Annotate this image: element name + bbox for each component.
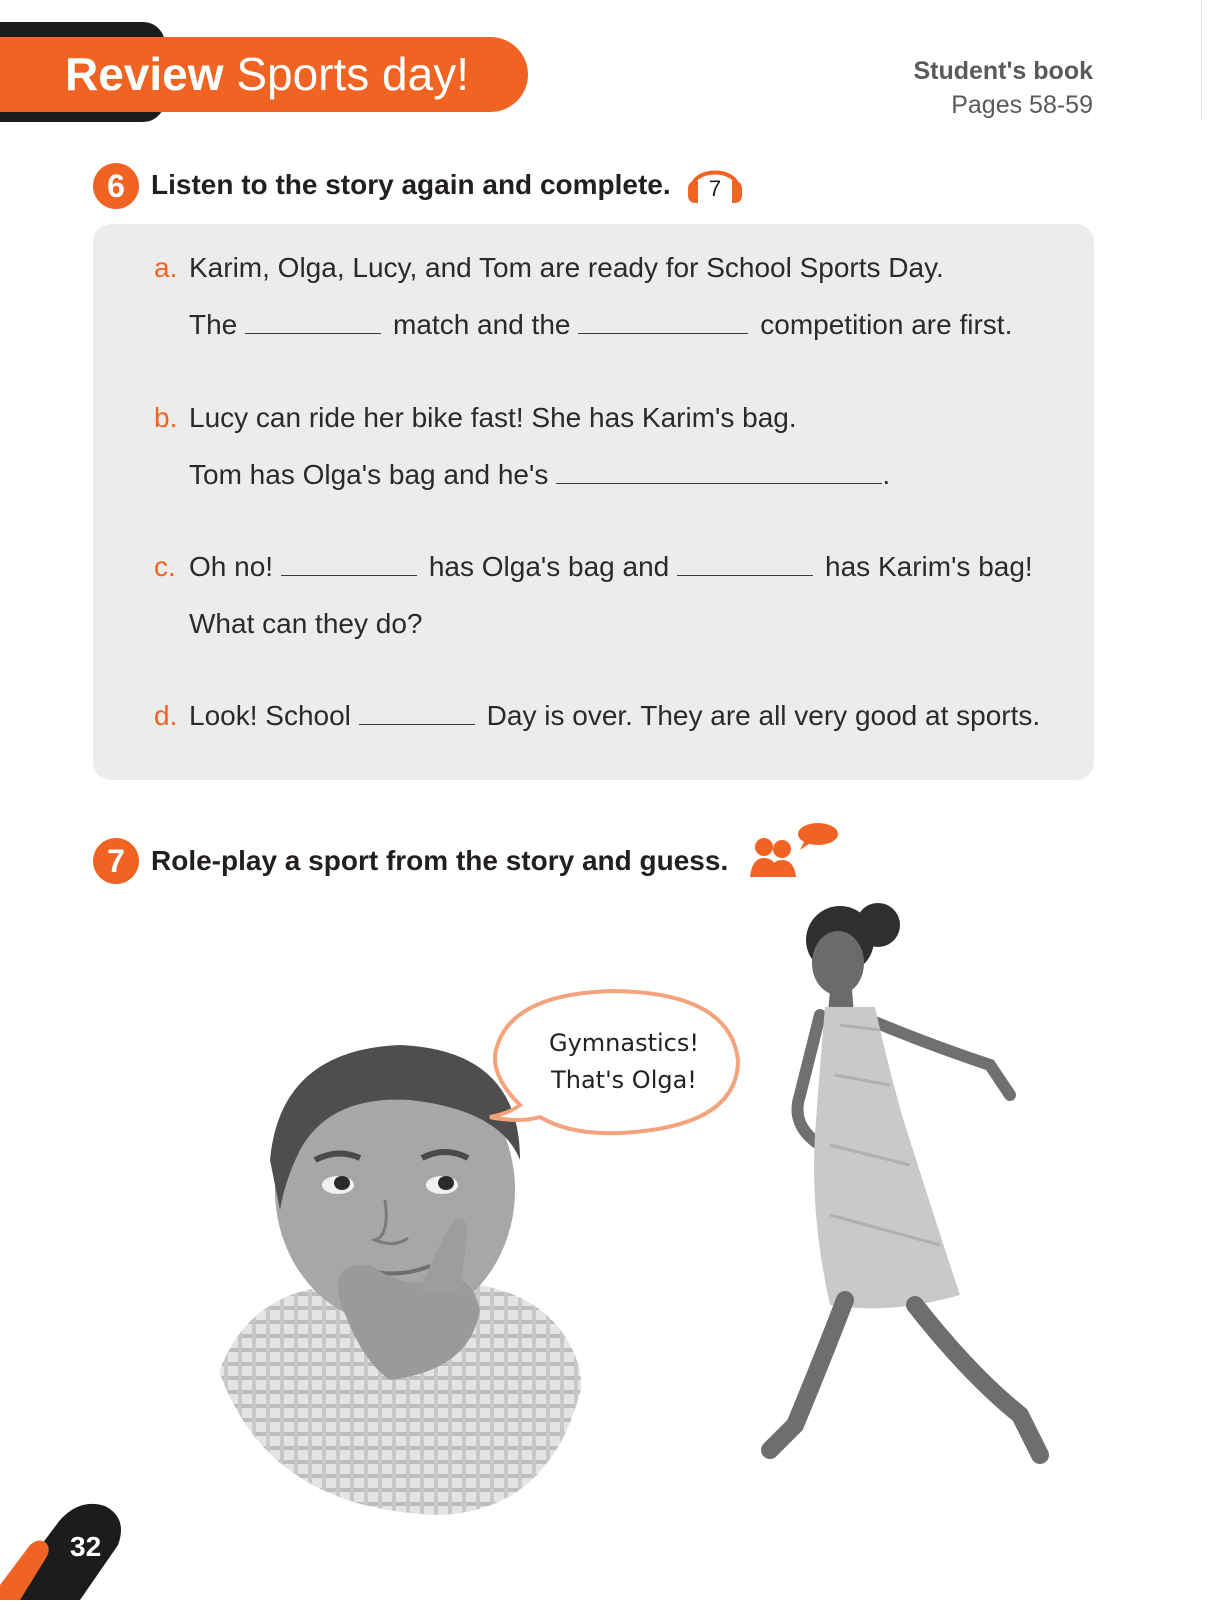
answer-blank-c2[interactable] xyxy=(677,553,813,576)
item-c-text-3: has Karim's bag! xyxy=(825,551,1033,582)
item-b-line1: Lucy can ride her bike fast! She has Karim's bag. xyxy=(189,402,797,433)
exercise-6-title: Listen to the story again and complete. xyxy=(151,169,671,200)
item-a-line1: Karim, Olga, Lucy, and Tom are ready for School Sports Day. xyxy=(189,252,944,283)
item-b-text-2: . xyxy=(882,459,891,490)
walking-girl-photo xyxy=(740,895,1080,1495)
exercise-7-title: Role-play a sport from the story and guess. xyxy=(151,845,729,876)
item-c-line1 xyxy=(189,550,1033,584)
answer-blank-c1[interactable] xyxy=(281,553,417,576)
exercise-6-number: 6 xyxy=(93,163,139,209)
answer-blank-b1[interactable] xyxy=(556,461,882,484)
students-book-pages: Pages 58-59 xyxy=(951,91,1093,119)
answer-blank-a2[interactable] xyxy=(578,311,748,334)
item-d-text-1: Look! School xyxy=(189,700,351,731)
item-c-letter: c. xyxy=(154,551,176,582)
speech-line-2: That's Olga! xyxy=(551,1066,697,1094)
page-number: 32 xyxy=(70,1531,102,1562)
unit-title: Sports day! xyxy=(236,48,469,100)
exercise-7-number: 7 xyxy=(93,838,139,884)
item-a-text-1: The xyxy=(189,309,238,340)
item-b-line2 xyxy=(189,458,890,492)
answer-blank-d1[interactable] xyxy=(359,702,475,725)
item-c-text-2: has Olga's bag and xyxy=(428,551,670,582)
students-book-label: Student's book xyxy=(913,57,1093,85)
item-d-letter: d. xyxy=(154,700,178,731)
answer-blank-a1[interactable] xyxy=(245,311,381,334)
item-d-line1 xyxy=(189,699,1040,733)
speech-line-1: Gymnastics! xyxy=(549,1029,699,1057)
item-a-letter: a. xyxy=(154,252,178,283)
item-d-text-2: Day is over. They are all very good at sports. xyxy=(486,700,1041,731)
headphones-icon xyxy=(684,159,746,205)
page-edge xyxy=(1201,0,1202,120)
item-a-text-2: match and the xyxy=(393,309,571,340)
item-c-text-1: Oh no! xyxy=(189,551,274,582)
audio-track-number: 7 xyxy=(708,176,722,201)
item-a-line2 xyxy=(189,308,1012,342)
review-label: Review xyxy=(65,48,224,100)
item-b-letter: b. xyxy=(154,402,178,433)
page-corner xyxy=(0,1490,130,1600)
speech-bubble-text xyxy=(540,1025,708,1099)
item-c-line2: What can they do? xyxy=(189,608,423,639)
speaking-people-icon xyxy=(748,822,840,882)
unit-heading xyxy=(65,44,469,104)
item-a-text-3: competition are first. xyxy=(760,309,1013,340)
item-b-text-1: Tom has Olga's bag and he's xyxy=(189,459,549,490)
